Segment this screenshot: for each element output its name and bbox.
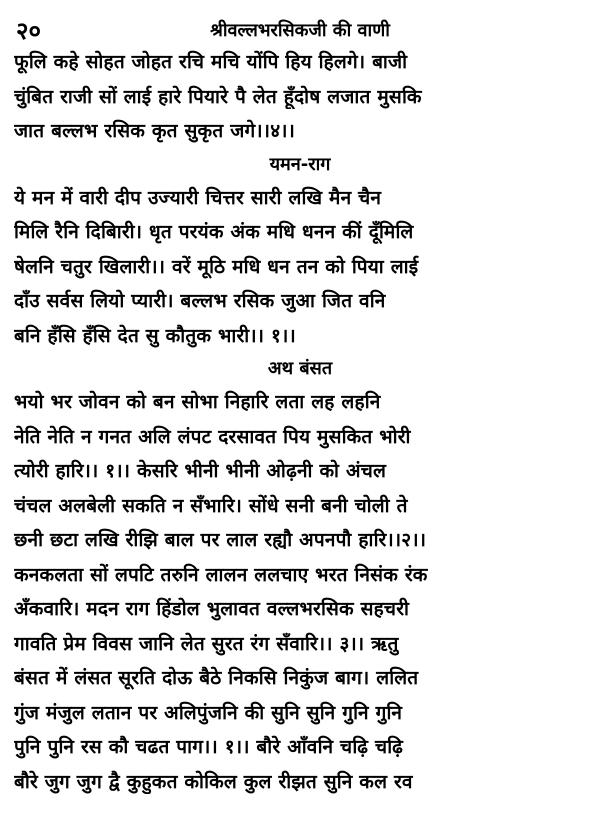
text-line: बनि हँसि हँसि देत सु कौतुक भारी।। १।। — [14, 324, 296, 347]
page-number: २० — [16, 17, 41, 45]
text-line: गुंज मंजुल लतान पर अलिपुंजनि की सुनि सुनि गुनि गुनि — [14, 701, 403, 724]
text-line: मिलि रैनि दिबिारी। धृत परयंक अंक मधि धनन कीं दूँमिलि — [14, 221, 414, 243]
text-line: बौरे जुग जुग द्वै कुहुकत कोकिल कुल रीझत सुनि कल रव — [14, 770, 413, 793]
text-line: बंसत में लंसत सूरति दोऊ बैठे निकसि निकुंज बाग। ललित — [14, 667, 419, 689]
text-line: भयो भर जोवन को बन सोभा निहारि लता लह लहनि — [14, 391, 381, 413]
running-title: श्रीवल्लभरसिकजी की वाणी — [210, 20, 390, 41]
section-heading: यमन-राग — [269, 153, 331, 175]
text-line: अँकवारि। मदन राग हिंडोल भुलावत वल्लभरसिक सहचरी — [14, 598, 410, 620]
text-line: त्योरी हारि।। १।। केसरि भीनी भीनी ओढ़नी को अंचल — [14, 460, 387, 482]
section-heading: अथ बंसत — [267, 358, 333, 379]
text-line: गावति प्रेम विवस जानि लेत सुरत रंग सँवारि।। ३।। ऋतु — [14, 632, 399, 655]
text-line: षेलनि चतुर खिलारी।। वरें मूठि मधि धन तन को पिया लाई — [14, 255, 419, 278]
text-line: ये मन में वारी दीप उज्यारी चित्तर सारी लखि मैन चैन — [14, 186, 382, 209]
text-line: चंचल अलबेली सकति न सँभारि। सोंधे सनी बनी चोली ते — [14, 494, 408, 517]
text-line: पुनि पुनि रस कौ चढत पाग।। १।। बौरे आँवनि चढ़ि चढ़ि — [14, 736, 404, 758]
text-line: फूलि कहे सोहत जोहत रचि मचि योंपि हिय हिलगे। बाजी — [14, 51, 408, 73]
text-line: कनकलता सों लपटि तरुनि लालन ललचाए भरत निसंक रंक — [14, 563, 428, 586]
text-line: दाँउ सर्वस लियो प्यारी। बल्लभ रसिक जुआ जित वनि — [14, 290, 386, 312]
text-line: चुंबित राजी सों लाई हारे पियारे पै लेत हूँदोष लजात मुसकि — [14, 85, 422, 108]
text-line: जात बल्लभ रसिक कृत सुकृत जगे।।४।। — [14, 120, 296, 142]
text-line: नेति नेति न गनत अलि लंपट दरसावत पिय मुसकित भोरी — [14, 425, 411, 448]
text-line: छनी छटा लखि रीझि बाल पर लाल रह्यौ अपनपौ हारि।।२।। — [14, 529, 427, 551]
page-header — [0, 10, 600, 46]
